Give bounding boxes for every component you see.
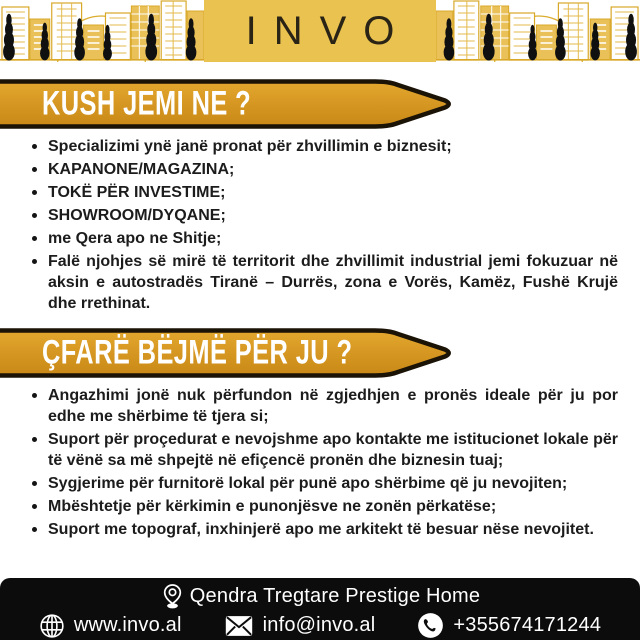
location-pin-icon — [160, 583, 185, 609]
list-item-text: TOKË PËR INVESTIME; — [48, 184, 226, 201]
footer-location-text: Qendra Tregtare Prestige Home — [189, 584, 481, 607]
list-item-text: Sygjerime për furnitorë lokal për punë apo shërbime që ju nevojiten; — [48, 475, 568, 492]
bullet-dot-icon — [32, 213, 37, 218]
what-we-do-title: ÇFARË BËJMË PËR JU ? — [42, 332, 353, 371]
list-item-text: me Qera apo ne Shitje; — [48, 230, 222, 247]
list-item-text: Mbështetje për kërkimin e punonjësve ne zonën përkatëse; — [48, 498, 497, 515]
list-item — [30, 228, 618, 249]
list-item — [30, 205, 618, 226]
footer — [0, 578, 640, 640]
who-we-are-banner — [0, 79, 462, 129]
footer-phone — [417, 612, 601, 639]
globe-icon — [39, 613, 65, 639]
invo-logo — [204, 0, 436, 62]
invo-logo-text: INVO — [245, 9, 412, 53]
what-we-do-list — [0, 385, 640, 540]
list-item — [30, 136, 618, 157]
list-item — [30, 429, 618, 471]
footer-email — [224, 614, 376, 637]
bullet-dot-icon — [32, 393, 37, 398]
footer-website — [39, 613, 182, 639]
bullet-dot-icon — [32, 236, 37, 241]
list-item-text: Specializimi ynë janë pronat për zhvillimin e biznesit; — [48, 138, 452, 155]
list-item-text: KAPANONE/MAGAZINA; — [48, 161, 235, 178]
bullet-dot-icon — [32, 190, 37, 195]
bullet-dot-icon — [32, 259, 37, 264]
list-item-text: SHOWROOM/DYQANE; — [48, 207, 226, 224]
footer-website-text: www.invo.al — [73, 614, 182, 636]
list-item — [30, 182, 618, 203]
footer-contact-row — [0, 612, 640, 639]
bullet-dot-icon — [32, 504, 37, 509]
phone-icon — [417, 612, 444, 639]
city-skyline-right-illustration — [436, 0, 640, 62]
header — [0, 0, 640, 62]
list-item-text: Suport për proçedurat e nevojshme apo kontakte me istitucionet lokale për të vënë sa më shpejtë në efiçencë pronën dhe biznesin tuaj; — [48, 431, 618, 469]
who-we-are-title: KUSH JEMI NE ? — [42, 83, 252, 122]
bullet-dot-icon — [32, 144, 37, 149]
list-item-text: Suport me topograf, inxhinjerë apo me arkitekt të besuar nëse nevojitet. — [48, 521, 594, 538]
bullet-dot-icon — [32, 167, 37, 172]
what-we-do-banner — [0, 328, 462, 378]
envelope-icon — [224, 615, 254, 637]
list-item — [30, 496, 618, 517]
city-skyline-left-illustration — [0, 0, 204, 62]
who-we-are-list — [0, 136, 640, 314]
section-who-we-are — [0, 79, 640, 314]
list-item — [30, 519, 618, 540]
list-item — [30, 251, 618, 314]
footer-email-text: info@invo.al — [262, 614, 376, 636]
footer-location-row — [0, 583, 640, 609]
list-item — [30, 385, 618, 427]
bullet-dot-icon — [32, 437, 37, 442]
list-item-text: Angazhimi jonë nuk përfundon në zgjedhjen e pronës ideale për ju por edhe me shërbime të tjera si; — [48, 387, 618, 425]
bullet-dot-icon — [32, 527, 37, 532]
footer-phone-text: +355674171244 — [453, 614, 602, 636]
list-item — [30, 159, 618, 180]
list-item — [30, 473, 618, 494]
bullet-dot-icon — [32, 481, 37, 486]
section-what-we-do — [0, 328, 640, 540]
list-item-text: Falë njohjes së mirë të territorit dhe zhvillimit industrial jemi fokuzuar në aksin e autostradës Tiranë – Durrës, zona e Vorës, Kamëz, Fushë Krujë dhe rrethinat. — [48, 253, 618, 312]
